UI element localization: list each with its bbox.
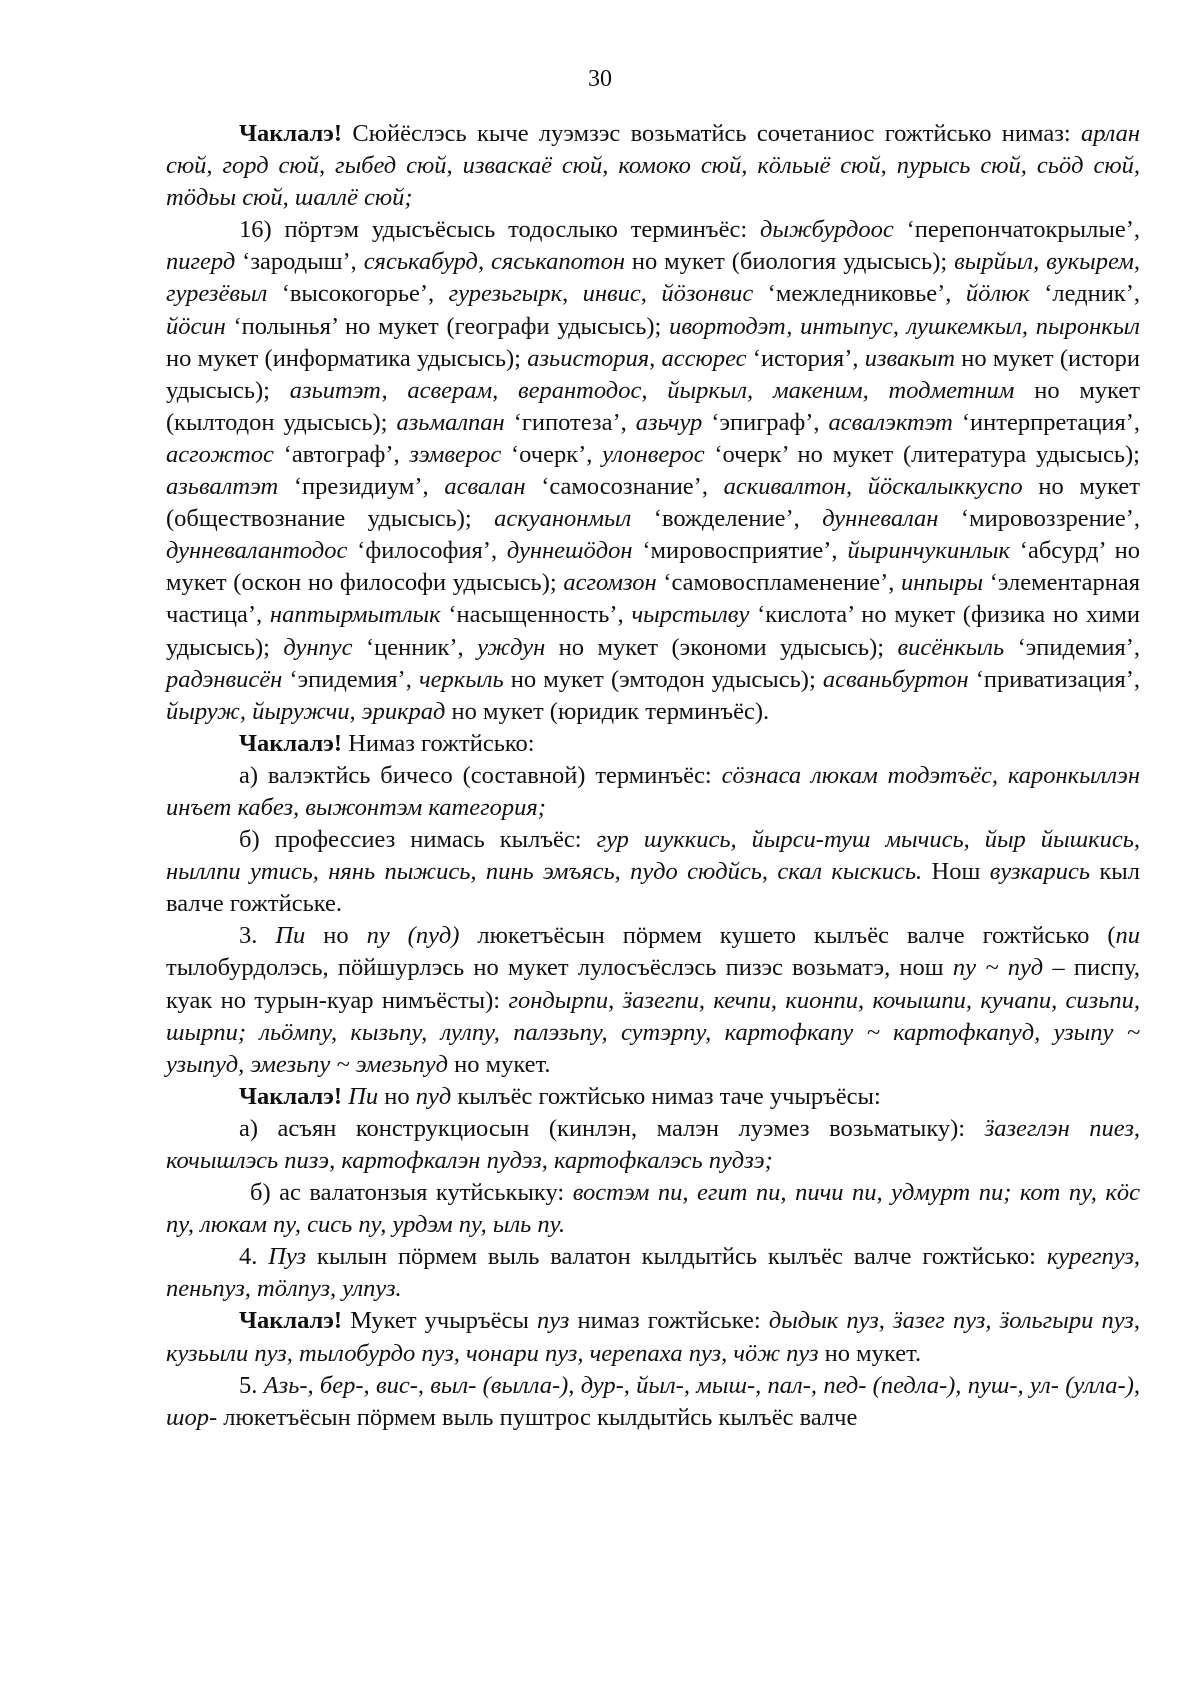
text-run: 5. bbox=[239, 1371, 264, 1399]
text-run: ‘кислота’ но мукет (физика но хими удысысь); bbox=[166, 601, 1140, 661]
text-run: ‘эпидемия’, bbox=[1004, 633, 1140, 661]
text-run: б) профессиез нимась кылъёс: bbox=[239, 826, 597, 854]
text-run: кылъёс гожтйсько нимаз таче учыръёсы: bbox=[451, 1082, 881, 1110]
italic-run: азьвалтэт bbox=[166, 473, 279, 501]
italic-run: асвалэктэт bbox=[828, 408, 953, 436]
italic-run: пуз bbox=[537, 1307, 570, 1335]
text-run: но мукет (экономи удысысь); bbox=[545, 633, 898, 661]
text-run: ‘ледник’, bbox=[1029, 280, 1140, 308]
italic-run: йыруж, йыружчи, эрикрад bbox=[166, 697, 446, 725]
text-run: 3. bbox=[239, 922, 276, 950]
text-run: кыл валче гожтйське. bbox=[166, 858, 1140, 918]
paragraph-7 bbox=[166, 1081, 1140, 1113]
text-run: нимаз гожтйське: bbox=[569, 1307, 769, 1335]
paragraph-1 bbox=[166, 118, 1140, 214]
italic-run: ивортодэт, интыпус, лушкемкыл, пыронкыл bbox=[669, 312, 1140, 340]
italic-run: асгожтос bbox=[166, 440, 274, 468]
italic-run: пуд bbox=[415, 1082, 452, 1110]
italic-run: уждун bbox=[477, 633, 546, 661]
italic-run: висёнкыль bbox=[897, 633, 1005, 661]
text-run: кылын пöрмем выль валатон кылдытйсь кылъёс валче гожтйсько: bbox=[306, 1243, 1047, 1271]
paragraph-6 bbox=[166, 920, 1140, 1080]
paragraph-5 bbox=[166, 824, 1140, 920]
text-run: люкетъёсын пöрмем кушето кылъёс валче гожтйсько ( bbox=[459, 922, 1116, 950]
text-run: ‘автограф’, bbox=[273, 440, 410, 468]
text-run: 16) пöртэм удысъёсысь тодослыко терминъёс: bbox=[239, 216, 761, 244]
italic-run: ӟазеглэн пиез, кочышлэсь пизэ, картофкалэн пудэз, картофкалэсь пудзэ; bbox=[166, 1114, 1141, 1174]
italic-run: гурезьгырк, инвис, йöзонвис bbox=[448, 280, 754, 308]
italic-run: радэнвисён bbox=[166, 665, 283, 693]
text-run: но мукет (истори удысысь); bbox=[166, 344, 1140, 404]
page-number: 30 bbox=[588, 66, 612, 92]
text-run: но bbox=[305, 922, 367, 950]
text-run: – писпу, куак но турын-куар нимъёсты): bbox=[166, 954, 1140, 1014]
paragraph-9 bbox=[166, 1177, 1140, 1241]
text-run: Мукет учыръёсы bbox=[342, 1307, 537, 1335]
italic-run: асгомзон bbox=[563, 569, 657, 597]
text-run: ‘приватизация’, bbox=[968, 665, 1140, 693]
text-run: а) валэктйсь бичесо (составной) терминъёс: bbox=[239, 761, 722, 789]
italic-run: азьитэт, асверам, верантодос, йыркыл, макеним, тодметним bbox=[289, 376, 1015, 404]
text-run: ‘философия’, bbox=[347, 537, 507, 565]
italic-run: йыринчукинлык bbox=[847, 537, 1010, 565]
text-run: ‘зародыш’, bbox=[235, 248, 364, 276]
text-run: ‘высокогорье’, bbox=[267, 280, 449, 308]
italic-run: инпыры bbox=[901, 569, 984, 597]
text-run: ‘межледниковье’, bbox=[753, 280, 966, 308]
text-run: ‘интерпретация’, bbox=[952, 408, 1140, 436]
text-run: ‘самовоспламенение’, bbox=[656, 569, 902, 597]
text-run: Нош bbox=[922, 858, 990, 886]
text-run: ‘гипотеза’, bbox=[504, 408, 636, 436]
italic-run: Пуз bbox=[268, 1243, 307, 1271]
italic-run: гондырпи, ӟазегпи, кечпи, кионпи, кочышпи, кучапи, сизьпи, шырпи; льöмпу, кызьпу, лулпу, палэзьпу, сутэрпу, картофкапу ~ картофкапуд, узыпу ~ узыпуд, эмезьпу ~ эмезьпуд bbox=[166, 986, 1140, 1078]
text-run: Нимаз гожтйсько: bbox=[342, 729, 535, 757]
italic-run: востэм пи, егит пи, пичи пи, удмурт пи; кот пу, кöс пу, люкам пу, сись пу, урдэм пу, ыль пу. bbox=[166, 1179, 1140, 1239]
italic-run: азьмалпан bbox=[396, 408, 505, 436]
text-run: ‘абсурд’ но мукет (оскон но философи удысысь); bbox=[166, 537, 1140, 597]
text-run: но мукет (информатика удысысь); bbox=[166, 344, 528, 372]
italic-run: курегпуз, пеньпуз, тöлпуз, улпуз. bbox=[166, 1243, 1141, 1303]
text-run: ‘мировосприятие’, bbox=[632, 537, 848, 565]
text-run: но мукет (эмтодон удысысь); bbox=[503, 665, 823, 693]
italic-run: Азь-, бер-, вис-, выл- (вылла-), дур-, йыл-, мыш-, пал-, пед- (педла-), пуш-, ул- (улла-), шор- bbox=[166, 1371, 1140, 1431]
italic-run: Пи bbox=[275, 922, 306, 950]
text-run: ‘элементарная частица’, bbox=[166, 569, 1140, 629]
italic-run: улонверос bbox=[602, 440, 705, 468]
italic-run: вырйыл, вукырем, гурезёвыл bbox=[166, 248, 1140, 308]
italic-run: азьистория, ассюрес bbox=[527, 344, 747, 372]
bold-run: Чаклалэ! bbox=[239, 1307, 343, 1335]
text-run: но мукет. bbox=[448, 1050, 551, 1078]
text-run: люкетъёсын пöрмем выль пуштрос кылдытйсь кылъёс валче bbox=[217, 1403, 858, 1431]
italic-run: пигерд bbox=[166, 248, 236, 276]
bold-run: Чаклалэ! bbox=[239, 729, 343, 757]
italic-run: азьчур bbox=[635, 408, 703, 436]
text-run: но bbox=[378, 1082, 416, 1110]
text-run: Сюйёслэсь кыче луэмзэс возьматйсь сочетаниос гожтйсько нимаз: bbox=[342, 120, 1082, 147]
paragraph-10 bbox=[166, 1241, 1140, 1305]
text-run: 4. bbox=[239, 1243, 269, 1271]
italic-run: дунпус bbox=[283, 633, 353, 661]
paragraph-8 bbox=[166, 1113, 1140, 1177]
bold-run: Чаклалэ! bbox=[239, 1082, 343, 1110]
text-run: ‘ценник’, bbox=[352, 633, 478, 661]
text-run: ‘президиум’, bbox=[278, 473, 445, 501]
italic-run: аскивалтон, йöскалыккуспо bbox=[723, 473, 1023, 501]
italic-run: дуннешöдон bbox=[506, 537, 633, 565]
text-run: ‘эпидемия’, bbox=[282, 665, 419, 693]
italic-run: гур шуккись, йырси-туш мычись, йыр йышкись, ныллпи утись, нянь пыжись, пинь эмъясь, пудо сюдйсь, скал кыскись. bbox=[166, 826, 1140, 886]
italic-run: дыдык пуз, ӟазег пуз, ӟольгыри пуз, кузьыли пуз, тылобурдо пуз, чонари пуз, черепаха пуз, чöж пуз bbox=[166, 1307, 1140, 1367]
italic-run: дунневалантодос bbox=[166, 537, 348, 565]
text-run: ‘вожделение’, bbox=[631, 505, 823, 533]
text-run: тылобурдолэсь, пöйшурлэсь но мукет лулосъёслэсь пизэс возьматэ, нош bbox=[166, 954, 953, 982]
text-run: ‘очерк’ но мукет (литература удысысь); bbox=[704, 440, 1140, 468]
italic-run: дыжбурдоос bbox=[760, 216, 894, 244]
text-run: ‘самосознание’, bbox=[525, 473, 724, 501]
italic-run: Пи bbox=[348, 1082, 379, 1110]
italic-run: пи bbox=[1115, 922, 1141, 950]
italic-run: пу (пуд) bbox=[366, 922, 460, 950]
paragraph-3 bbox=[166, 728, 1140, 760]
italic-run: чырстылву bbox=[631, 601, 750, 629]
text-run: ‘очерк’, bbox=[501, 440, 603, 468]
text-run: но мукет (биология удысысь); bbox=[624, 248, 955, 276]
text-run: но мукет (юридик терминъёс). bbox=[445, 697, 770, 725]
text-run: ‘мировоззрение’, bbox=[938, 505, 1141, 533]
body-text bbox=[166, 118, 1140, 1434]
italic-run: дунневалан bbox=[822, 505, 939, 533]
italic-run: аскуанонмыл bbox=[494, 505, 632, 533]
italic-run: йöлюк bbox=[965, 280, 1030, 308]
italic-run: черкыль bbox=[418, 665, 504, 693]
italic-run: асвалан bbox=[444, 473, 526, 501]
text-run: но мукет (обществознание удысысь); bbox=[166, 473, 1140, 533]
text-run: ‘полынья’ но мукет (географи удысысь); bbox=[225, 312, 670, 340]
text-run: б) ас валатонзыя кутйськыку: bbox=[250, 1179, 573, 1207]
italic-run: пу ~ пуд bbox=[952, 954, 1044, 982]
text-run: ‘перепончатокрылые’, bbox=[893, 216, 1140, 244]
text-run: ‘эпиграф’, bbox=[702, 408, 829, 436]
text-run: а) асъян конструкциосын (кинлэн, малэн луэмез возьматыку): bbox=[239, 1114, 985, 1142]
italic-run: сöзнаса люкам тодэтъёс, каронкыллэн инъет кабез, выжонтэм категория; bbox=[166, 761, 1140, 821]
italic-run: извакыт bbox=[864, 344, 956, 372]
paragraph-4 bbox=[166, 760, 1140, 824]
text-run: но мукет. bbox=[818, 1339, 922, 1367]
bold-run: Чаклалэ! bbox=[239, 120, 343, 147]
italic-run: арлан сюй, горд сюй, гыбед сюй, изваскаё сюй, комоко сюй, кöльыё сюй, пурысь сюй, сьöд сюй, тöдьы сюй, шаллё сюй; bbox=[166, 120, 1140, 212]
paragraph-11 bbox=[166, 1305, 1140, 1369]
text-run: ‘история’, bbox=[746, 344, 865, 372]
italic-run: сяськабурд, сяськапотон bbox=[363, 248, 625, 276]
italic-run: вузкарись bbox=[989, 858, 1091, 886]
paragraph-2 bbox=[166, 214, 1140, 728]
italic-run: зэмверос bbox=[409, 440, 502, 468]
text-run: ‘насыщенность’, bbox=[440, 601, 632, 629]
italic-run: йöсин bbox=[166, 312, 226, 340]
italic-run: асваньбуртон bbox=[822, 665, 969, 693]
paragraph-12 bbox=[166, 1370, 1140, 1434]
italic-run: наптырмытлык bbox=[269, 601, 441, 629]
text-run: но мукет (кылтодон удысысь); bbox=[166, 376, 1140, 436]
